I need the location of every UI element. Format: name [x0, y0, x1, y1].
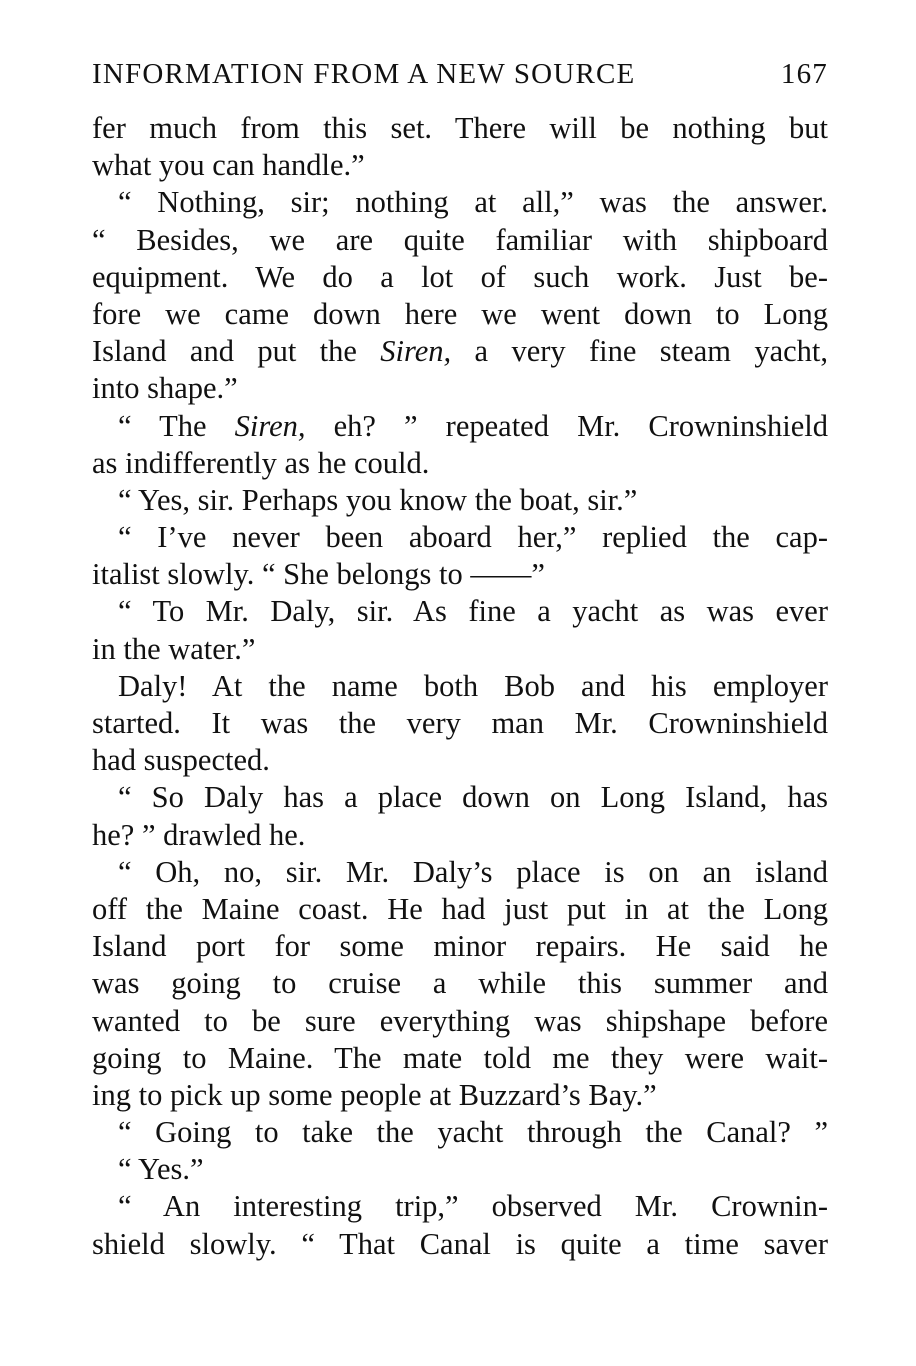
text-line: into shape.”: [92, 371, 238, 406]
text-line: “ Going to take the yacht through the Canal? ”: [118, 1115, 828, 1150]
text-line: “ So Daly has a place down on Long Island, has: [118, 780, 828, 815]
text-run: Island and put the: [92, 334, 381, 369]
text-line: “ To Mr. Daly, sir. As fine a yacht as was ever: [118, 594, 828, 629]
text-line: italist slowly. “ She belongs to ——”: [92, 557, 545, 592]
text-line: [92, 333, 828, 370]
text-line: “ Besides, we are quite familiar with shipboard: [92, 222, 828, 257]
text-line: shield slowly. “ That Canal is quite a time saver: [92, 1226, 828, 1261]
text-line: “ Oh, no, sir. Mr. Daly’s place is on an island: [118, 854, 828, 889]
text-line: “ Yes, sir. Perhaps you know the boat, sir.”: [118, 482, 638, 517]
text-line: was going to cruise a while this summer and: [92, 966, 828, 1001]
text-line: wanted to be sure everything was shipshape before: [92, 1003, 828, 1038]
text-line: ing to pick up some people at Buzzard’s Bay.”: [92, 1077, 657, 1112]
text-run: eh? ” repeated Mr. Crowninshield: [305, 408, 828, 443]
text-line: “ Nothing, sir; nothing at all,” was the answer.: [118, 185, 828, 220]
text-run: “ The: [118, 408, 235, 443]
page-number: 167: [780, 58, 828, 90]
text-line: fore we came down here we went down to Long: [92, 296, 828, 331]
text-line: Daly! At the name both Bob and his employer: [118, 668, 828, 703]
text-line: he? ” drawled he.: [92, 817, 306, 852]
chapter-title: INFORMATION FROM A NEW SOURCE: [92, 58, 636, 90]
text-line: “ An interesting trip,” observed Mr. Crownin-: [118, 1189, 828, 1224]
text-line: off the Maine coast. He had just put in at the Long: [92, 891, 828, 926]
text-line: fer much from this set. There will be nothing but: [92, 111, 828, 145]
ship-name-italic: Siren,: [234, 408, 306, 443]
ship-name-italic: Siren,: [380, 334, 452, 369]
text-line: what you can handle.”: [92, 148, 365, 183]
body-text: [92, 110, 828, 1263]
text-line: going to Maine. The mate told me they were wait-: [92, 1040, 828, 1075]
text-line: [92, 408, 828, 445]
running-head: [92, 54, 828, 94]
text-line: had suspected.: [92, 743, 270, 778]
text-line: “ Yes.”: [118, 1152, 204, 1187]
text-line: Island port for some minor repairs. He said he: [92, 929, 828, 964]
text-line: “ I’ve never been aboard her,” replied the cap-: [118, 520, 828, 555]
text-line: in the water.”: [92, 631, 256, 666]
text-run: a very fine steam yacht,: [451, 334, 828, 369]
text-line: equipment. We do a lot of such work. Just be-: [92, 259, 828, 294]
text-line: as indifferently as he could.: [92, 445, 430, 480]
text-line: started. It was the very man Mr. Crowninshield: [92, 706, 828, 740]
